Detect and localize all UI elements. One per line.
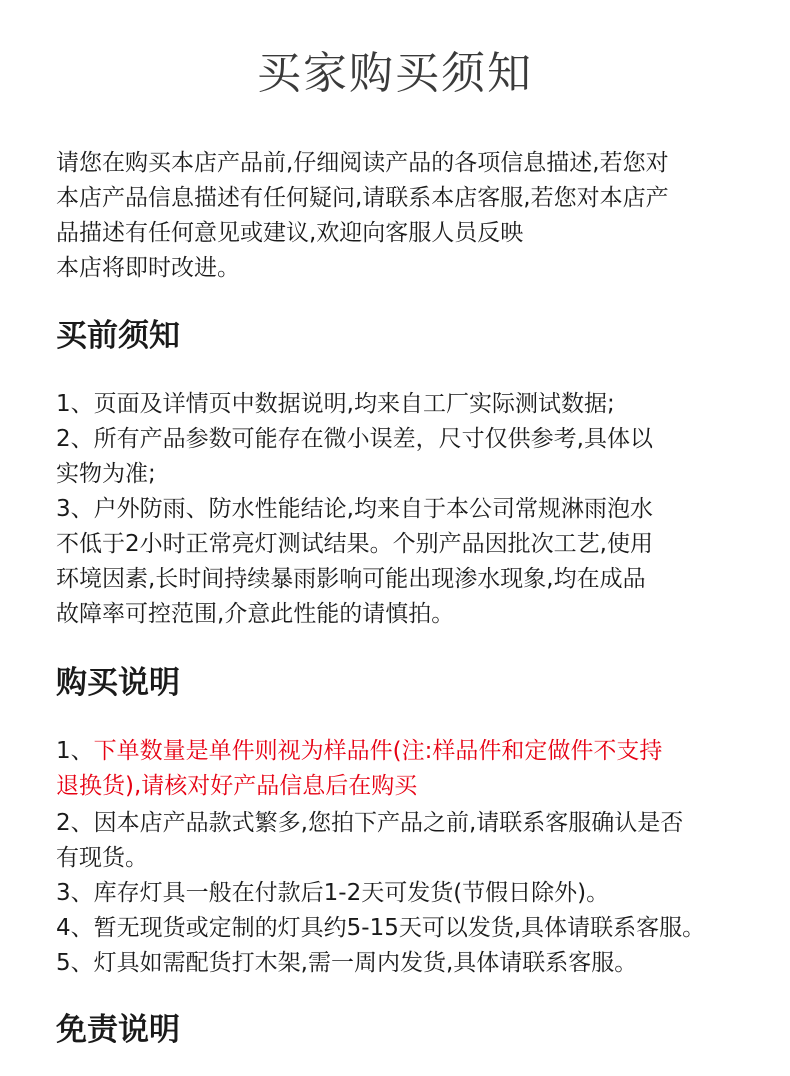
purchase-line: 3、库存灯具一般在付款后1-2天可发货(节假日除外)。 [56, 880, 610, 906]
intro-line: 请您在购买本店产品前,仔细阅读产品的各项信息描述,若您对 [56, 150, 669, 176]
notice-line: 1、页面及详情页中数据说明,均来自工厂实际测试数据; [56, 391, 615, 417]
sample-order-warning-cont: 退换货),请核对好产品信息后在购买 [56, 773, 418, 799]
purchase-line: 5、灯具如需配货打木架,需一周内发货,具体请联系客服。 [56, 950, 638, 976]
notice-line: 环境因素,长时间持续暴雨影响可能出现渗水现象,均在成品 [56, 566, 646, 592]
notice-line: 2、所有产品参数可能存在微小误差，尺寸仅供参考,具体以 [56, 426, 653, 452]
intro-line: 品描述有任何意见或建议,欢迎向客服人员反映 [56, 220, 524, 246]
intro-line: 本店将即时改进。 [56, 255, 240, 281]
section-heading-disclaimer: 免责说明 [56, 1012, 180, 1048]
notice-line: 实物为准; [56, 461, 156, 487]
section-heading-purchase: 购买说明 [56, 665, 180, 701]
section-heading-before-purchase: 买前须知 [56, 318, 180, 354]
purchase-line-number: 1、 [56, 738, 94, 764]
purchase-line: 2、因本店产品款式繁多,您拍下产品之前,请联系客服确认是否 [56, 810, 684, 836]
purchase-line: 有现货。 [56, 845, 148, 871]
notice-line: 不低于2小时正常亮灯测试结果。个别产品因批次工艺,使用 [56, 531, 653, 557]
intro-line: 本店产品信息描述有任何疑问,请联系本店客服,若您对本店产 [56, 185, 669, 211]
purchase-line-highlight [56, 734, 662, 768]
sample-order-warning: 下单数量是单件则视为样品件(注:样品件和定做件不支持 [93, 738, 663, 764]
purchase-line: 4、暂无现货或定制的灯具约5-15天可以发货,具体请联系客服。 [56, 915, 706, 941]
page-title: 买家购买须知 [257, 48, 533, 99]
notice-line: 故障率可控范围,介意此性能的请慎拍。 [56, 601, 455, 627]
notice-line: 3、户外防雨、防水性能结论,均来自于本公司常规淋雨泡水 [56, 496, 653, 522]
